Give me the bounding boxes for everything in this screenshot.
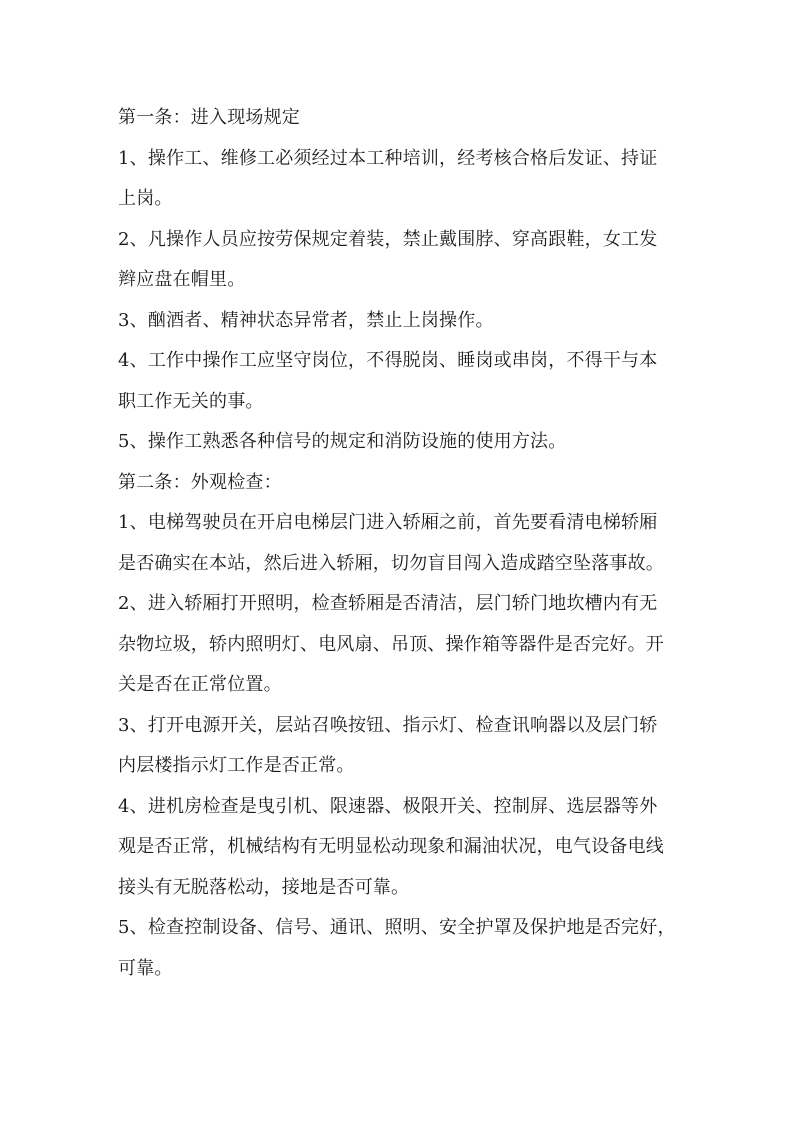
paragraph-line: 可靠。 [118, 957, 173, 979]
section-heading-1: 第一条：进入现场规定 [118, 107, 300, 128]
paragraph-line: 3、打开电源开关，层站召唤按钮、指示灯、检查讯响器以及层门轿 [118, 714, 658, 736]
paragraph-line: 接头有无脱落松动，接地是否可靠。 [118, 876, 410, 898]
section-heading-2: 第二条：外观检查： [118, 471, 282, 493]
paragraph-line: 杂物垃圾，轿内照明灯、电风扇、吊顶、操作箱等器件是否完好。开 [118, 633, 664, 655]
document-body [118, 98, 678, 989]
paragraph-line: 5、操作工熟悉各种信号的规定和消防设施的使用方法。 [118, 431, 567, 452]
paragraph-line: 1、电梯驾驶员在开启电梯层门进入轿厢之前，首先要看清电梯轿厢 [118, 512, 658, 533]
paragraph-line: 内层楼指示灯工作是否正常。 [118, 755, 355, 776]
paragraph-line: 是否确实在本站，然后进入轿厢，切勿盲目闯入造成踏空坠落事故。 [118, 552, 664, 574]
paragraph-line: 3、酗酒者、精神状态异常者，禁止上岗操作。 [118, 309, 494, 331]
paragraph-line: 关是否在正常位置。 [118, 674, 282, 695]
paragraph-line: 2、进入轿厢打开照明，检查轿厢是否清洁，层门轿门地坎槽内有无 [118, 593, 658, 614]
paragraph-line: 上岗。 [118, 188, 173, 209]
paragraph-line: 1、操作工、维修工必须经过本工种培训，经考核合格后发证、持证 [118, 147, 658, 169]
paragraph-line: 5、检查控制设备、信号、通讯、照明、安全护罩及保护地是否完好， [118, 917, 676, 938]
paragraph-line: 4、工作中操作工应坚守岗位，不得脱岗、睡岗或串岗，不得干与本 [118, 350, 658, 371]
paragraph-line: 观是否正常，机械结构有无明显松动现象和漏油状况，电气设备电线 [118, 836, 664, 857]
paragraph-line: 4、进机房检查是曳引机、限速器、极限开关、控制屏、选层器等外 [118, 795, 658, 817]
paragraph-line: 职工作无关的事。 [118, 390, 264, 412]
paragraph-line: 辫应盘在帽里。 [118, 269, 246, 290]
paragraph-line: 2、凡操作人员应按劳保规定着装，禁止戴围脖、穿高跟鞋，女工发 [118, 228, 658, 250]
